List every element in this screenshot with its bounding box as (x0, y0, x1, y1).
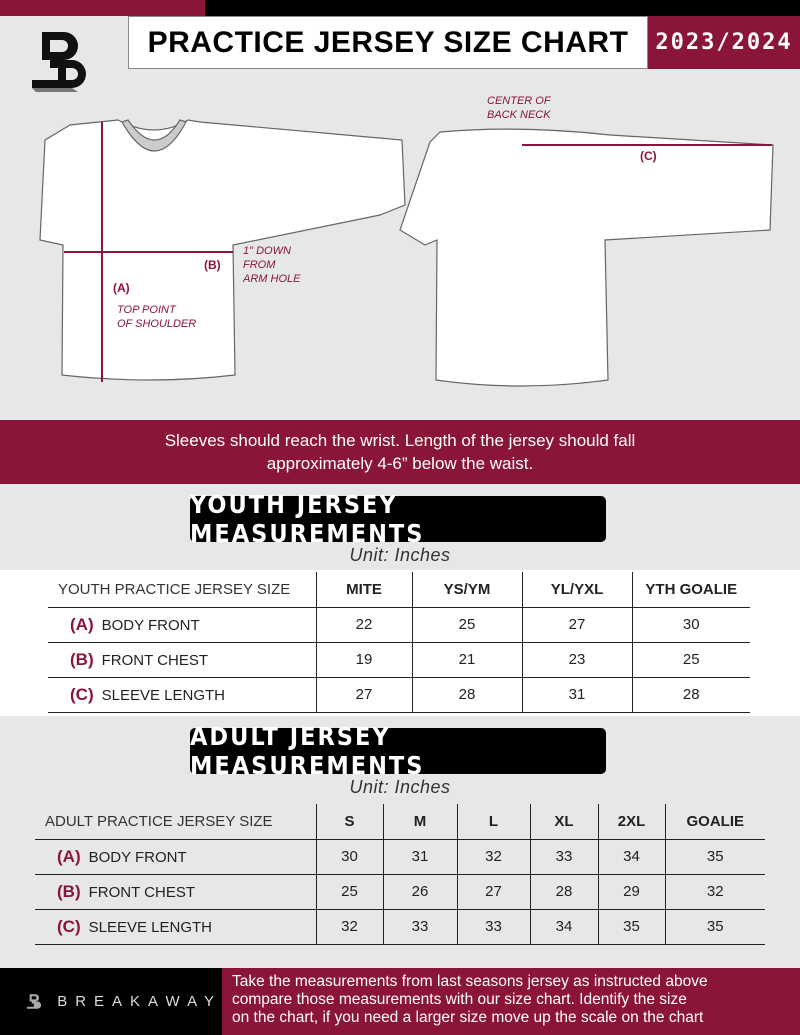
table-header (35, 804, 765, 839)
youth-unit: Unit: Inches (349, 545, 451, 565)
column-header: M (383, 804, 457, 839)
column-header: YL/YXL (522, 572, 632, 607)
note-top-shoulder: TOP POINT OF SHOULDER (117, 304, 197, 330)
top-bar (205, 0, 800, 16)
label-b: (B) (204, 258, 221, 272)
table-row: (C) SLEEVE LENGTH 32 33 33 34 35 35 (35, 909, 765, 944)
column-header: XL (530, 804, 598, 839)
brand-name: BREAKAWAY (57, 993, 222, 1010)
column-header: 2XL (598, 804, 665, 839)
table-row: (B) FRONT CHEST 19 21 23 25 (48, 642, 750, 677)
table-row: (C) SLEEVE LENGTH 27 28 31 28 (48, 677, 750, 712)
top-bar-accent (0, 0, 205, 16)
footer-brand (0, 968, 222, 1035)
label-c: (C) (640, 149, 657, 163)
label-a: (A) (113, 281, 130, 295)
adult-heading: ADULT JERSEY MEASUREMENTS (190, 728, 606, 774)
youth-table (48, 572, 750, 713)
youth-heading: YOUTH JERSEY MEASUREMENTS (190, 496, 606, 542)
column-header: S (316, 804, 383, 839)
table-header (48, 572, 750, 607)
note-arm-hole: 1" DOWN FROM ARM HOLE (243, 245, 301, 285)
column-header: L (457, 804, 530, 839)
footer-instructions: Take the measurements from last seasons jersey as instructed above compare those measurements with our size chart. Identify the size on the chart, if you need a larger size move up the scale on the chart (222, 968, 800, 1035)
column-header: GOALIE (665, 804, 765, 839)
adult-unit: Unit: Inches (349, 777, 451, 797)
brand-logo-small (26, 987, 43, 1017)
column-header: YOUTH PRACTICE JERSEY SIZE (48, 572, 316, 607)
jersey-diagram (0, 80, 800, 400)
table-row: (A) BODY FRONT 22 25 27 30 (48, 607, 750, 642)
fit-instructions: Sleeves should reach the wrist. Length of the jersey should fall approximately 4-6” below the waist. (0, 420, 800, 484)
column-header: ADULT PRACTICE JERSEY SIZE (35, 804, 316, 839)
table-row: (A) BODY FRONT 30 31 32 33 34 35 (35, 839, 765, 874)
table-row: (B) FRONT CHEST 25 26 27 28 29 32 (35, 874, 765, 909)
note-back-neck: CENTER OF BACK NECK (487, 95, 551, 121)
page-title: PRACTICE JERSEY SIZE CHART (128, 16, 648, 69)
column-header: MITE (316, 572, 412, 607)
column-header: YS/YM (412, 572, 522, 607)
adult-table (35, 804, 765, 945)
column-header: YTH GOALIE (632, 572, 750, 607)
season-badge: 2023/2024 (648, 16, 800, 69)
